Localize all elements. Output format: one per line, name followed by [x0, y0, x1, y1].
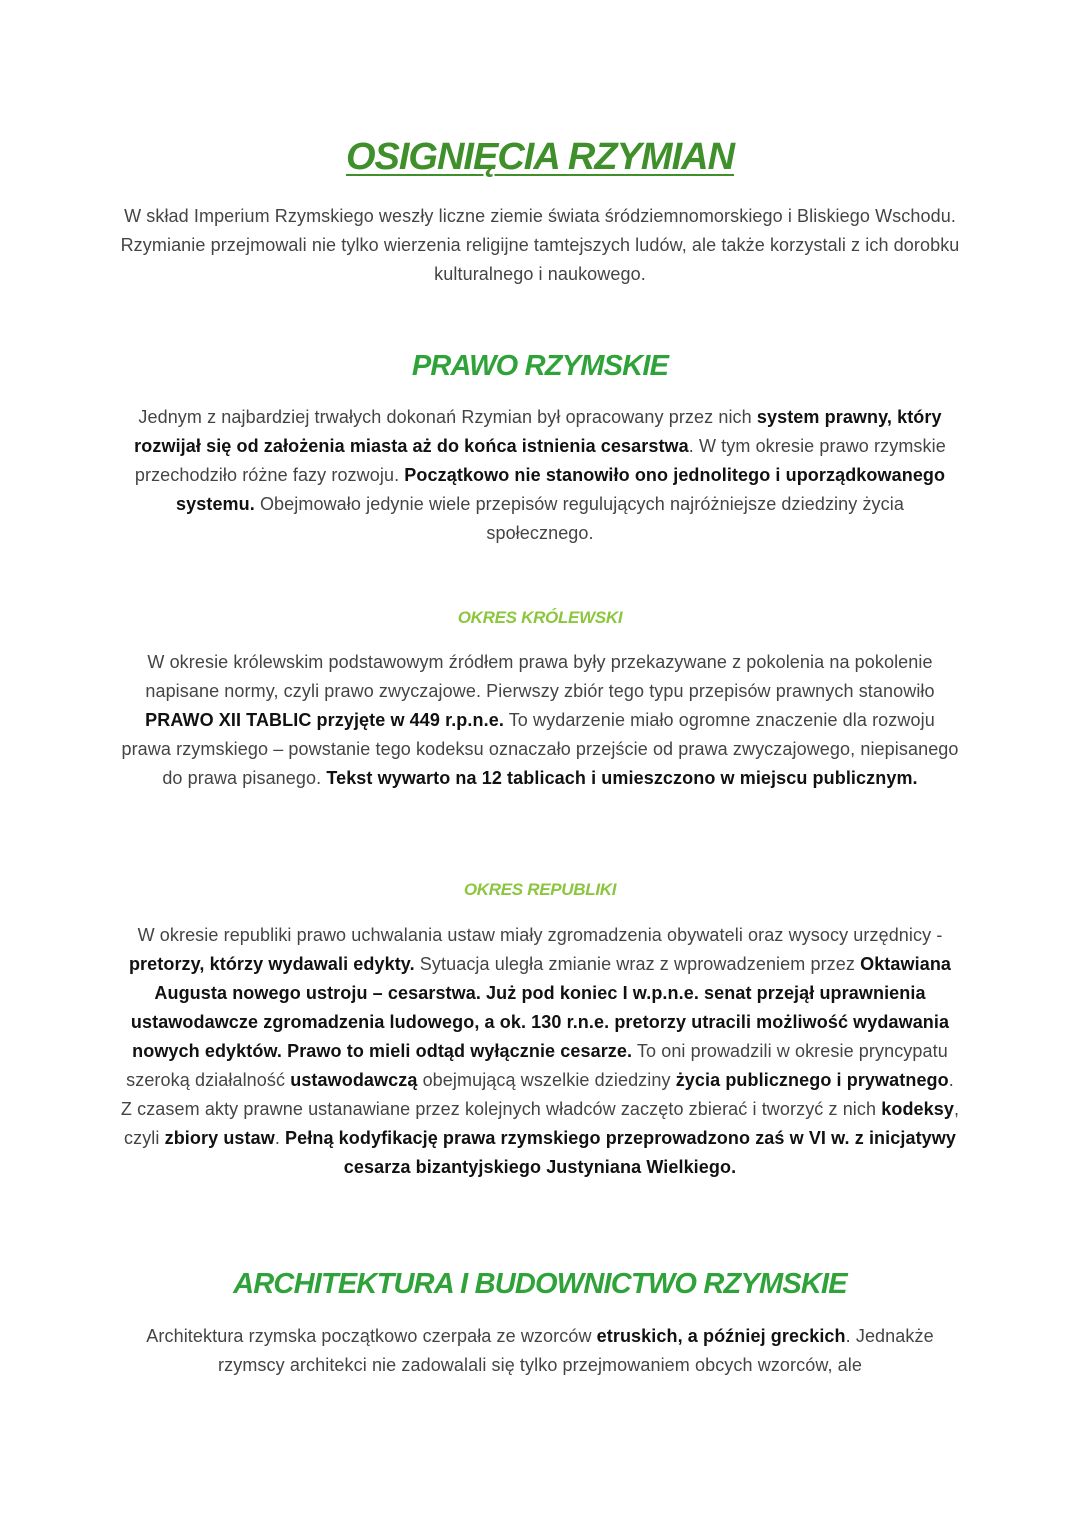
republiki-bold-3: ustawodawczą	[290, 1070, 418, 1090]
krolewski-text-1: W okresie królewskim podstawowym źródłem prawa były przekazywane z pokolenia na pokolenie napisane normy, czyli prawo zwyczajowe. Pierwszy zbiór tego typu przepisów prawnych stanowiło	[145, 652, 935, 701]
prawo-bold-2: Początkowo nie stanowiło ono jednolitego i uporządkowanego systemu.	[176, 465, 946, 514]
intro-paragraph	[120, 202, 960, 289]
republiki-bold-1: pretorzy, którzy wydawali edykty.	[128, 954, 415, 974]
subsection-heading-krolewski: OKRES KRÓLEWSKI	[457, 608, 623, 627]
prawo-bold-1: system prawny, który rozwijał się od założenia miasta aż do końca istnienia cesarstwa	[134, 407, 942, 456]
republiki-bold-7: Pełną kodyfikację prawa rzymskiego przeprowadzono zaś w VI w. z inicjatywy cesarza bizantyjskiego Justyniana Wielkiego.	[285, 1128, 956, 1177]
prawo-text-1: Jednym z najbardziej trwałych dokonań Rzymian był opracowany przez nich	[138, 407, 757, 427]
architektura-text-1: Architektura rzymska początkowo czerpała ze wzorców	[146, 1326, 597, 1346]
republiki-text-4: obejmującą wszelkie dziedziny	[417, 1070, 676, 1090]
republiki-text-6: , czyli	[124, 1099, 960, 1148]
architektura-text-2: . Jednakże rzymscy architekci nie zadowalali się tylko przejmowaniem obcych wzorców, ale	[218, 1326, 934, 1375]
subsection-heading-republiki: OKRES REPUBLIKI	[463, 880, 617, 899]
architektura-bold-1: etruskich, a później greckich	[596, 1326, 846, 1346]
republiki-text-2: Sytuacja uległa zmianie wraz z wprowadzeniem przez	[414, 954, 861, 974]
republiki-text-3: To oni prowadzili w okresie pryncypatu szeroką działalność	[126, 1041, 948, 1090]
republiki-text-7: .	[274, 1128, 286, 1148]
prawo-paragraph	[120, 403, 960, 548]
krolewski-bold-2: Tekst wywarto na 12 tablicach i umieszczono w miejscu publicznym.	[326, 768, 918, 788]
prawo-text-2: . W tym okresie prawo rzymskie przechodziło różne fazy rozwoju.	[134, 436, 946, 485]
page-title	[0, 136, 1080, 179]
krolewski-text-2: To wydarzenie miało ogromne znaczenie dla rozwoju prawa rzymskiego – powstanie tego kodeksu oznaczało przejście od prawa zwyczajowego, niepisanego do prawa pisanego.	[121, 710, 959, 788]
republiki-text-1: W okresie republiki prawo uchwalania ustaw miały zgromadzenia obywateli oraz wysocy urzędnicy -	[137, 925, 943, 945]
republiki-bold-6: zbiory ustaw	[164, 1128, 275, 1148]
architektura-paragraph	[120, 1322, 960, 1380]
krolewski-bold-1: PRAWO XII TABLIC przyjęte w 449 r.p.n.e.	[145, 710, 504, 730]
section-heading-prawo: PRAWO RZYMSKIE	[411, 350, 669, 382]
krolewski-paragraph	[120, 648, 960, 793]
section-heading-architektura: ARCHITEKTURA I BUDOWNICTWO RZYMSKIE	[233, 1268, 847, 1300]
republiki-bold-2: Oktawiana Augusta nowego ustroju – cesarstwa. Już pod koniec I w.p.n.e. senat przejął uprawnienia ustawodawcze zgromadzenia ludowego, a ok. 130 r.n.e. pretorzy utracili możliwość wydawania nowych edyktów. Prawo to mieli odtąd wyłącznie cesarze.	[130, 954, 952, 1061]
republiki-text-5: . Z czasem akty prawne ustanawiane przez kolejnych władców zaczęto zbierać i tworzyć z nich	[120, 1070, 954, 1119]
page-title-text: OSIGNIĘCIA RZYMIAN	[345, 136, 735, 178]
prawo-text-3: Obejmowało jedynie wiele przepisów regulujących najróżniejsze dziedziny życia społecznego.	[254, 494, 904, 543]
republiki-paragraph	[120, 921, 960, 1182]
republiki-bold-5: kodeksy	[881, 1099, 954, 1119]
intro-text: W skład Imperium Rzymskiego weszły liczne ziemie świata śródziemnomorskiego i Bliskiego Wschodu. Rzymianie przejmowali nie tylko wierzenia religijne tamtejszych ludów, ale także korzystali z ich dorobku kulturalnego i naukowego.	[120, 206, 960, 284]
republiki-bold-4: życia publicznego i prywatnego	[675, 1070, 949, 1090]
